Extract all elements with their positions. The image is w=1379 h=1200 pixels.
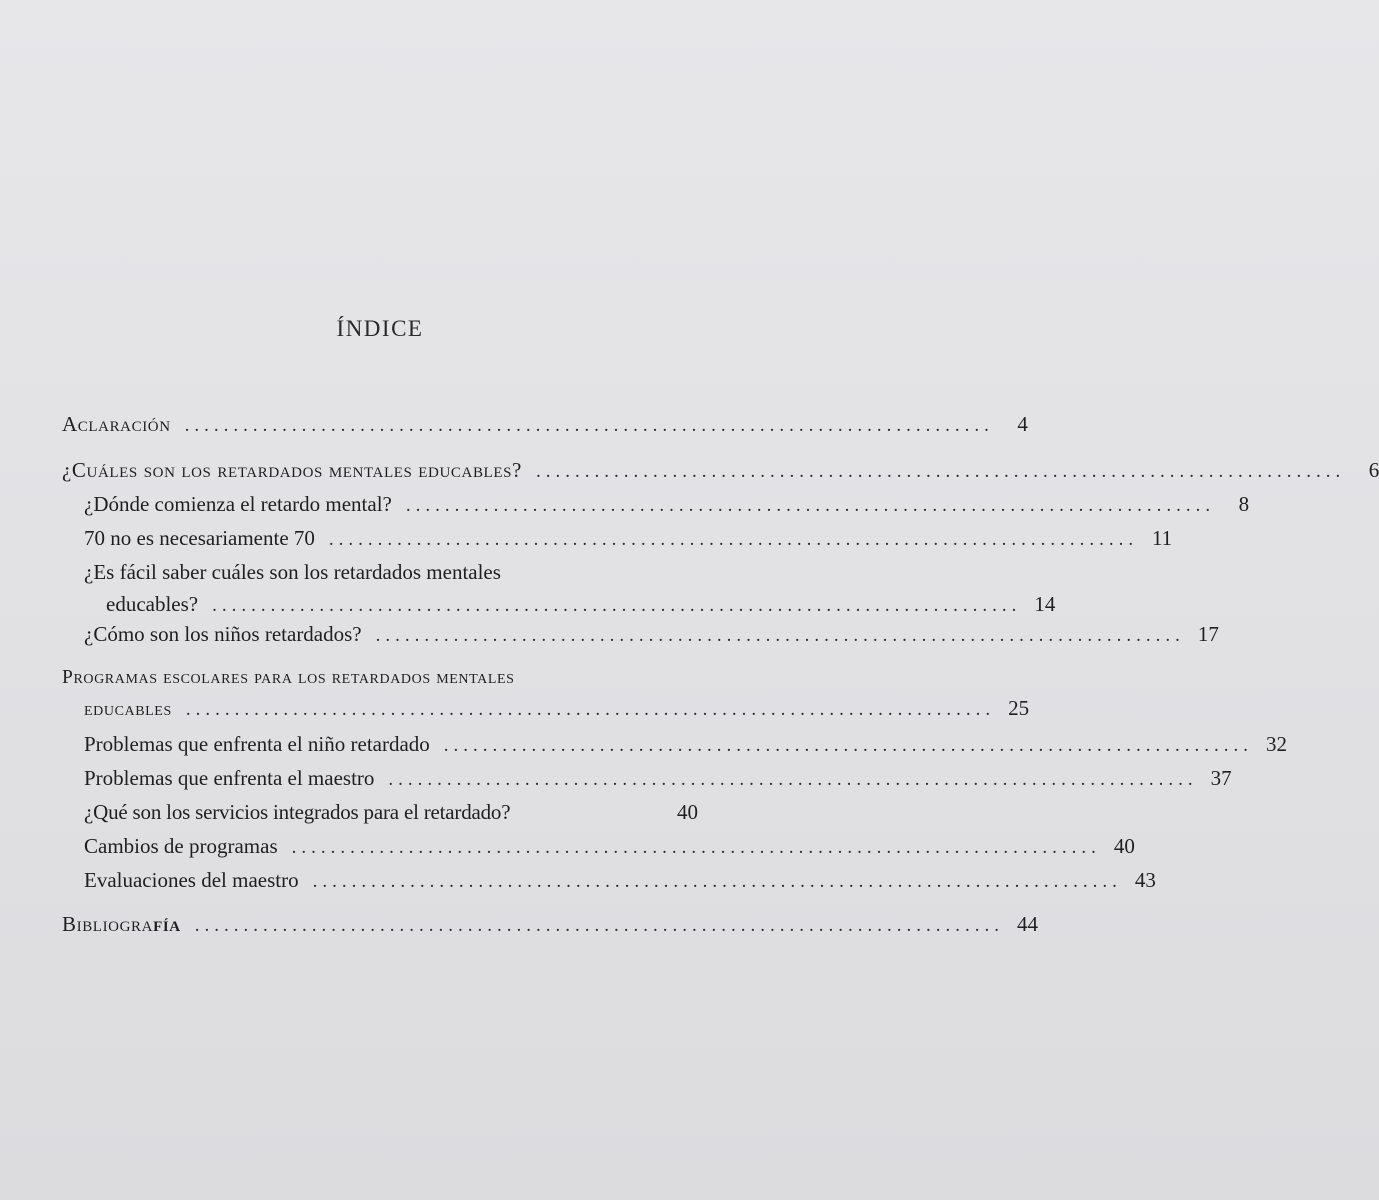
toc-entry-label: Problemas que enfrenta el maestro (84, 766, 375, 790)
dot-leader: ................................................................................... (405, 495, 1216, 516)
page-title: ÍNDICE (336, 316, 424, 341)
toc-entry-label-line1: Programas escolares para los retardados mentales (62, 667, 515, 688)
toc-page-number: 17 (1197, 622, 1219, 646)
toc-page-number: 6 (1368, 458, 1379, 482)
toc-entry-label: Problemas que enfrenta el niño retardado (84, 732, 430, 756)
dot-leader: ................................................................................... (291, 837, 1101, 858)
toc-entry-como-son (84, 620, 1219, 650)
toc-page-number: 32 (1266, 732, 1288, 756)
toc-entry-label: Cambios de programas (84, 834, 278, 858)
toc-page-number: 11 (1151, 526, 1173, 550)
toc-entry-label-line2: educables (84, 699, 172, 720)
toc-entry-label: 70 no es necesariamente 70 (84, 526, 315, 550)
toc-entry-label-part2: fía (153, 912, 181, 936)
toc-entry-label: ¿Dónde comienza el retardo mental? (84, 492, 392, 516)
toc-entry-label: Aclaración (62, 412, 171, 436)
toc-entry-label-line1: ¿Es fácil saber cuáles son los retardados mentales (84, 560, 501, 584)
toc-entry-setenta (84, 524, 1173, 554)
toc-entry-label: ¿Cuáles son los retardados mentales educables? (62, 458, 522, 482)
toc-entry-label-part1: Bibliogra (62, 912, 154, 936)
dot-leader: ................................................................................... (184, 415, 994, 436)
toc-page-number: 40 (677, 800, 698, 824)
toc-entry-bibliografia (62, 910, 1038, 940)
toc-page-number: 44 (1016, 912, 1038, 936)
toc-entry-problemas-nino (84, 730, 1288, 760)
toc-entry-aclaracion (62, 410, 1028, 440)
toc-entry-label: ¿Qué son los servicios integrados para el retardado? (84, 800, 511, 824)
toc-entry-servicios (84, 798, 698, 826)
toc-entry-label: ¿Cómo son los niños retardados? (84, 622, 362, 646)
toc-page-number: 8 (1238, 492, 1250, 516)
toc-page-number: 4 (1017, 412, 1028, 436)
toc-entry-donde (84, 490, 1250, 520)
dot-leader: ................................................................................... (375, 625, 1185, 646)
toc-page-number: 25 (1008, 696, 1030, 720)
toc-page-number: 14 (1034, 592, 1056, 616)
toc-entry-label (62, 910, 181, 938)
dot-leader: ................................................................................... (212, 595, 1022, 616)
toc-entry-cuales (62, 456, 1379, 486)
toc-entry-evaluaciones (84, 866, 1156, 896)
dot-leader: ................................................................................... (443, 735, 1254, 756)
toc-entry-problemas-maestro (84, 764, 1232, 794)
toc-entry-es-facil (84, 558, 1056, 620)
toc-page-number: 40 (1113, 834, 1135, 858)
toc-page-number: 37 (1210, 766, 1232, 790)
dot-leader: ................................................................................... (185, 699, 996, 720)
dot-leader: ................................................................................... (312, 871, 1122, 892)
dot-leader: ................................................................................... (194, 915, 1004, 936)
dot-leader: ................................................................................... (388, 769, 1198, 790)
dot-leader: ................................................................................... (328, 529, 1139, 550)
toc-page-number: 43 (1134, 868, 1156, 892)
toc-entry-cambios (84, 832, 1135, 862)
dot-leader: ................................................................................... (535, 461, 1346, 482)
toc-entry-programas (62, 664, 1030, 724)
toc-entry-label-line2: educables? (106, 592, 199, 616)
toc-entry-label: Evaluaciones del maestro (84, 868, 299, 892)
